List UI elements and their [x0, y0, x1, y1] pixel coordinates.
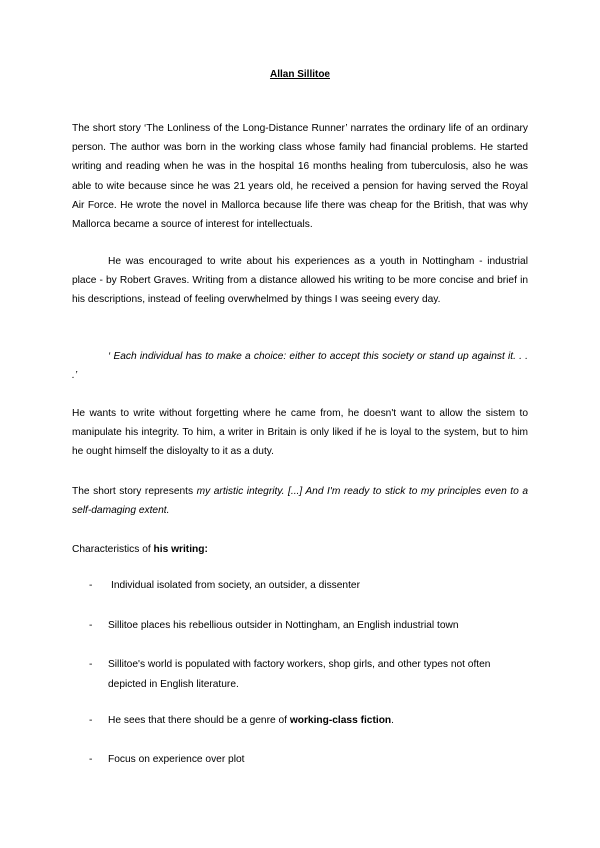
list-item-text: Sillitoe's world is populated with factory workers, shop girls, and other types not often depicted in English literature. — [108, 659, 491, 690]
paragraph-encouraged: He was encouraged to write about his experiences as a youth in Nottingham - industrial place - by Robert Graves. Writing from a distance allowed his writing to be more concise and brief in his descriptions, instead of feeling overwhelmed by things I was seeing every day. — [72, 256, 528, 306]
list-dash: - — [89, 580, 93, 591]
characteristics-lead: Characteristics of — [72, 544, 154, 555]
list-dash: - — [89, 715, 93, 726]
paragraph-intro: The short story ‘The Lonliness of the Long-Distance Runner’ narrates the ordinary life of an ordinary person. The author was born in the working class whose family had financial problems. He started writing and reading when he was in the hospital 16 months healing from tuberculosis, also he was able to wite because since he was 21 years old, he received a pension for having served the Royal Air Force. He wrote the novel in Mallorca because life there was cheap for the British, that was why Mallorca became a source of interest for intellectuals. — [72, 123, 528, 231]
represents-lead: The short story represents — [72, 486, 197, 497]
paragraph-integrity: He wants to write without forgetting where he came from, he doesn't want to allow the sistem to manipulate his integrity. To him, a writer in Britain is only liked if he is loyal to the system, but to him he ought himself the disloyalty to it as a duty. — [72, 408, 528, 458]
list-item-text: Individual isolated from society, an outsider, a dissenter — [111, 580, 360, 591]
list-dash: - — [89, 754, 93, 765]
list-item-text: Focus on experience over plot — [108, 754, 245, 765]
item4-lead: He sees that there should be a genre of — [108, 715, 290, 726]
represents-italic: my artistic integrity. [...] And I'm ready to stick to my principles even to a self-damaging extent. — [72, 486, 528, 517]
list-dash: - — [89, 659, 93, 670]
list-item-text: Sillitoe places his rebellious outsider in Nottingham, an English industrial town — [108, 620, 459, 631]
quote-paragraph: ‘ Each individual has to make a choice: either to accept this society or stand up against it. . . .’ — [72, 351, 528, 382]
paragraph-represents — [72, 482, 528, 520]
list-dash: - — [89, 620, 93, 631]
list-item-text — [108, 711, 528, 731]
characteristics-bold: his writing: — [153, 544, 208, 555]
item4-bold: working-class fiction — [289, 715, 392, 726]
document-title: Allan Sillitoe — [269, 69, 330, 80]
item4-end: . — [391, 715, 394, 726]
characteristics-heading — [72, 540, 528, 559]
